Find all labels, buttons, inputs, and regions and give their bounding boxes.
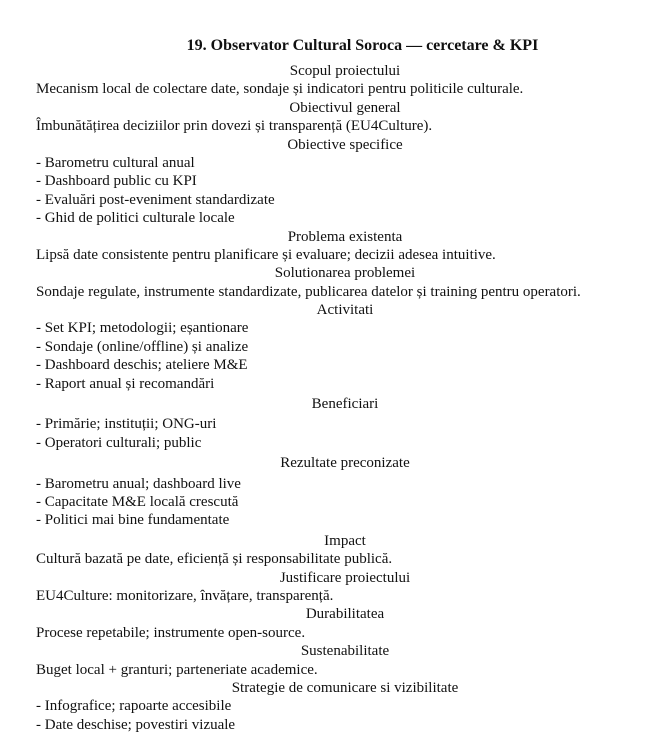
- list-item: - Barometru cultural anual: [36, 154, 195, 171]
- section-text-sustenabilitate: Buget local + granturi; parteneriate academice.: [36, 661, 318, 678]
- section-heading-scopul: Scopul proiectului: [289, 63, 401, 79]
- section-text-obiectivul-general: Îmbunătățirea deciziilor prin dovezi și transparență (EU4Culture).: [36, 118, 433, 135]
- section-heading-sustenabilitate: Sustenabilitate: [300, 643, 390, 660]
- section-heading-obiectivul-general: Obiectivul general: [289, 99, 401, 116]
- section-text-scopul: Mecanism local de colectare date, sondaje și indicatori pentru politicile culturale.: [36, 81, 524, 98]
- list-item: - Infografice; rapoarte accesibile: [36, 698, 232, 715]
- section-heading-obiective-specifice: Obiective specifice: [287, 136, 403, 153]
- section-heading-activitati: Activitati: [316, 302, 374, 319]
- section-heading-justificare: Justificare proiectului: [279, 569, 411, 586]
- list-item: - Sondaje (online/offline) și analize: [36, 338, 249, 355]
- document-title: 19. Observator Cultural Soroca — cercetare & KPI: [186, 37, 539, 54]
- document-body: [36, 62, 656, 734]
- section-heading-rezultate: Rezultate preconizate: [280, 455, 410, 472]
- section-heading-problema: Problema existenta: [287, 228, 403, 245]
- list-item: - Dashboard public cu KPI: [36, 173, 197, 190]
- section-text-problema: Lipsă date consistente pentru planificare și evaluare; decizii adesea intuitive.: [36, 246, 496, 263]
- section-heading-beneficiari: Beneficiari: [311, 396, 379, 413]
- list-item: - Date deschise; povestiri vizuale: [36, 716, 236, 733]
- section-text-solutionarea: Sondaje regulate, instrumente standardizate, publicarea datelor și training pentru operatori.: [36, 283, 581, 300]
- list-item: - Politici mai bine fundamentate: [36, 512, 230, 529]
- section-heading-durabilitatea: Durabilitatea: [305, 606, 385, 623]
- list-item: - Operatori culturali; public: [36, 434, 202, 451]
- list-item: - Capacitate M&E locală crescută: [36, 493, 239, 510]
- list-item: - Dashboard deschis; ateliere M&E: [36, 357, 248, 374]
- list-item: - Primărie; instituții; ONG-uri: [36, 416, 217, 433]
- list-item: - Raport anual și recomandări: [36, 375, 215, 392]
- section-text-impact: Cultură bazată pe date, eficiență și responsabilitate publică.: [36, 551, 393, 568]
- list-item: - Set KPI; metodologii; eșantionare: [36, 320, 249, 337]
- section-heading-strategie-comunicare: Strategie de comunicare si vizibilitate: [231, 679, 459, 696]
- list-item: - Ghid de politici culturale locale: [36, 210, 235, 227]
- list-item: - Evaluări post-eveniment standardizate: [36, 191, 275, 208]
- section-text-durabilitatea: Procese repetabile; instrumente open-source.: [36, 624, 306, 641]
- section-text-justificare: EU4Culture: monitorizare, învățare, transparență.: [36, 587, 334, 604]
- list-item: - Barometru anual; dashboard live: [36, 475, 241, 492]
- section-heading-impact: Impact: [324, 532, 366, 549]
- section-heading-solutionarea: Solutionarea problemei: [274, 265, 416, 282]
